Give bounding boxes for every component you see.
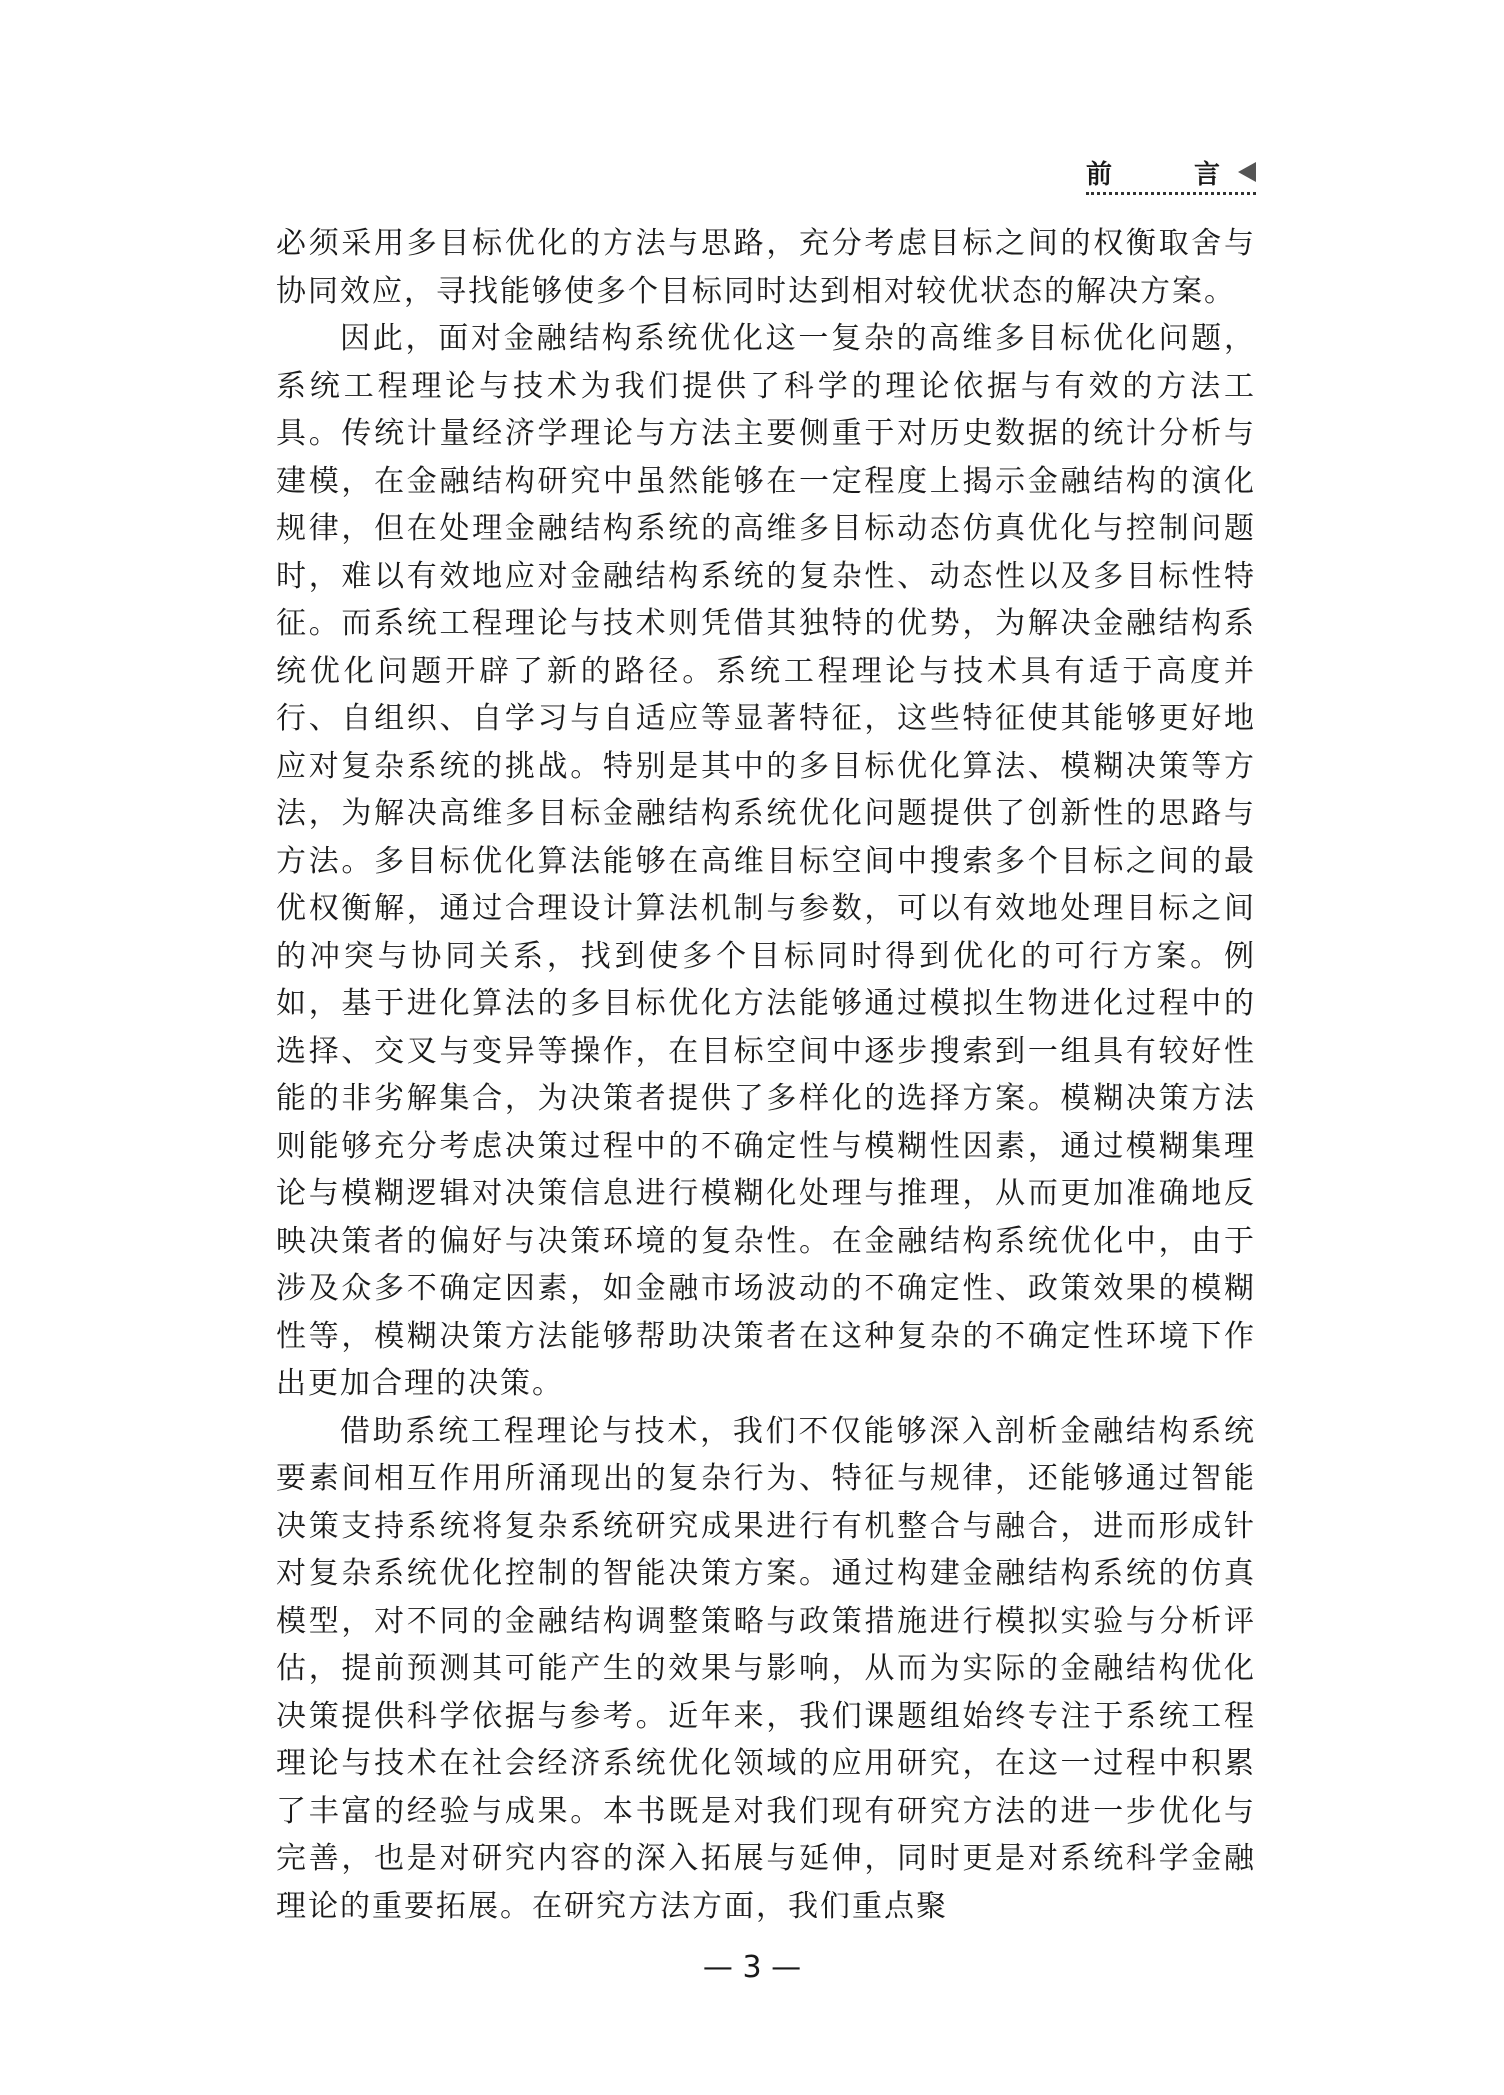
running-header-title: 前 言 [1085,159,1248,190]
page-number: — 3 — [702,1950,802,1985]
body-text [276,220,1256,1930]
running-header [1086,154,1256,195]
paragraph-research-approach: 借助系统工程理论与技术，我们不仅能够深入剖析金融结构系统要素间相互作用所涌现出的复杂行为、特征与规律，还能够通过智能决策支持系统将复杂系统研究成果进行有机整合与融合，进而形成针对复杂系统优化控制的智能决策方案。通过构建金融结构系统的仿真模型，对不同的金融结构调整策略与政策措施进行模拟实验与分析评估，提前预测其可能产生的效果与影响，从而为实际的金融结构优化决策提供科学依据与参考。近年来，我们课题组始终专注于系统工程理论与技术在社会经济系统优化领域的应用研究，在这一过程中积累了丰富的经验与成果。本书既是对我们现有研究方法的进一步优化与完善，也是对研究内容的深入拓展与延伸，同时更是对系统科学金融理论的重要拓展。在研究方法方面，我们重点聚 [276,1413,1256,1924]
paragraph-systems-engineering: 因此，面对金融结构系统优化这一复杂的高维多目标优化问题，系统工程理论与技术为我们提供了科学的理论依据与有效的方法工具。传统计量经济学理论与方法主要侧重于对历史数据的统计分析与建模，在金融结构研究中虽然能够在一定程度上揭示金融结构的演化规律，但在处理金融结构系统的高维多目标动态仿真优化与控制问题时，难以有效地应对金融结构系统的复杂性、动态性以及多目标性特征。而系统工程理论与技术则凭借其独特的优势，为解决金融结构系统优化问题开辟了新的路径。系统工程理论与技术具有适于高度并行、自组织、自学习与自适应等显著特征，这些特征使其能够更好地应对复杂系统的挑战。特别是其中的多目标优化算法、模糊决策等方法，为解决高维多目标金融结构系统优化问题提供了创新性的思路与方法。多目标优化算法能够在高维目标空间中搜索多个目标之间的最优权衡解，通过合理设计算法机制与参数，可以有效地处理目标之间的冲突与协同关系，找到使多个目标同时得到优化的可行方案。例如，基于进化算法的多目标优化方法能够通过模拟生物进化过程中的选择、交叉与变异等操作，在目标空间中逐步搜索到一组具有较好性能的非劣解集合，为决策者提供了多样化的选择方案。模糊决策方法则能够充分考虑决策过程中的不确定性与模糊性因素，通过模糊集理论与模糊逻辑对决策信息进行模糊化处理与推理，从而更加准确地反映决策者的偏好与决策环境的复杂性。在金融结构系统优化中，由于涉及众多不确定因素，如金融市场波动的不确定性、政策效果的模糊性等，模糊决策方法能够帮助决策者在这种复杂的不确定性环境下作出更加合理的决策。 [276,321,1256,1401]
header-arrow-icon [1238,162,1256,182]
paragraph-continuation: 必须采用多目标优化的方法与思路，充分考虑目标之间的权衡取舍与协同效应，寻找能够使多个目标同时达到相对较优状态的解决方案。 [276,226,1256,309]
